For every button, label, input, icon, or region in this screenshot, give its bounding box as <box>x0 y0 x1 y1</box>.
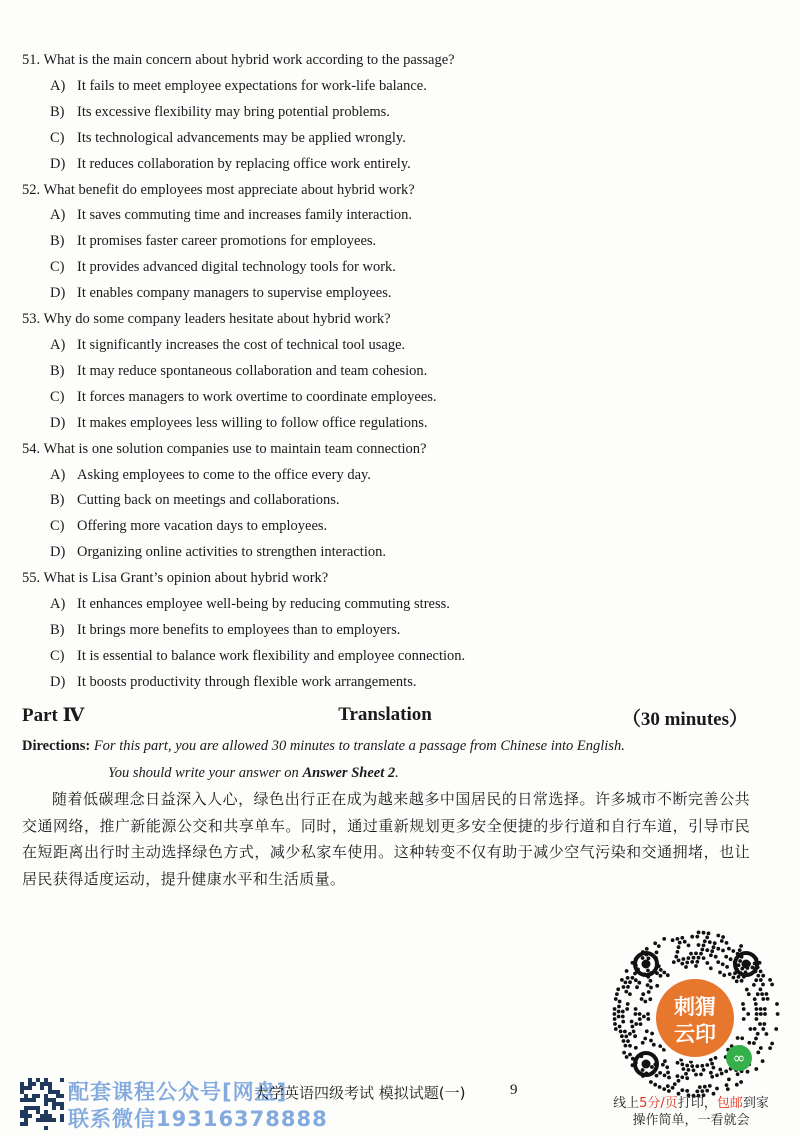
option-text: It may reduce spontaneous collaboration and team cohesion. <box>77 362 428 379</box>
option-text: It enables company managers to supervise employees. <box>77 285 392 302</box>
answer-option <box>50 281 762 307</box>
option-text: Its excessive flexibility may bring potential problems. <box>77 103 390 120</box>
option-text: Cutting back on meetings and collaborations. <box>77 492 340 509</box>
option-text: It forces managers to work overtime to coordinate employees. <box>77 388 437 405</box>
small-qr-code[interactable] <box>20 1078 64 1130</box>
directions <box>22 733 762 787</box>
option-text: It promises faster career promotions for employees. <box>77 233 377 250</box>
answer-option <box>50 229 762 255</box>
answer-option <box>50 618 762 644</box>
option-text: It boosts productivity through flexible work arrangements. <box>77 673 417 690</box>
answer-option <box>50 488 762 514</box>
directions-line1: For this part, you are allowed 30 minutes to translate a passage from Chinese into English. <box>93 738 625 754</box>
answer-option <box>50 592 762 618</box>
answer-option <box>50 333 762 359</box>
option-letter: D) <box>50 544 66 561</box>
option-letter: A) <box>50 207 66 224</box>
option-letter: A) <box>50 466 66 483</box>
option-letter: D) <box>50 155 66 172</box>
option-text: It significantly increases the cost of technical tool usage. <box>77 336 406 353</box>
answer-option <box>50 255 762 281</box>
part-label: Part Ⅳ <box>22 705 85 726</box>
question-number: 53. <box>22 311 41 328</box>
directions-line2 <box>22 760 762 787</box>
option-text: It provides advanced digital technology tools for work. <box>77 259 396 276</box>
option-text: It brings more benefits to employees than to employers. <box>77 621 401 638</box>
answer-option <box>50 411 762 437</box>
option-letter: B) <box>50 492 65 509</box>
question-stem <box>22 566 762 592</box>
answer-option <box>50 359 762 385</box>
answer-sheet-ref: Answer Sheet 2 <box>302 765 396 781</box>
option-text: It enhances employee well-being by reducing commuting stress. <box>77 596 450 613</box>
page-footer <box>20 1076 620 1132</box>
question-number: 51. <box>22 52 41 68</box>
option-letter: A) <box>50 596 66 613</box>
option-text: It is essential to balance work flexibility and employee connection. <box>77 647 466 664</box>
question-stem <box>22 48 762 74</box>
option-letter: C) <box>50 518 65 535</box>
promo-line1-a: 线上 <box>613 1096 640 1111</box>
option-letter: B) <box>50 103 65 120</box>
directions-line2-prefix: You should write your answer on <box>108 765 303 781</box>
logo-line2: 云印 <box>674 1022 716 1046</box>
question-text: What is the main concern about hybrid work according to the passage? <box>43 52 455 68</box>
option-letter: D) <box>50 414 66 431</box>
part-header <box>22 704 748 730</box>
option-letter: C) <box>50 129 65 146</box>
question-text: What is Lisa Grant’s opinion about hybrid work? <box>43 570 329 587</box>
part-title: Translation <box>338 704 432 725</box>
option-letter: B) <box>50 362 65 379</box>
answer-option <box>50 670 762 696</box>
print-service-logo <box>652 975 738 1061</box>
question-number: 55. <box>22 570 41 587</box>
option-letter: B) <box>50 621 65 638</box>
option-text: Asking employees to come to the office every day. <box>77 466 371 483</box>
answer-option <box>50 385 762 411</box>
answer-option <box>50 540 762 566</box>
answer-option <box>50 74 762 100</box>
watermark-line1: 配套课程公众号[网盘] <box>68 1080 288 1104</box>
question-number: 52. <box>22 181 41 198</box>
mini-program-icon: ∞ <box>726 1045 752 1071</box>
option-letter: B) <box>50 233 65 250</box>
question-stem <box>22 178 762 204</box>
promo-free-shipping: 包邮 <box>716 1096 743 1111</box>
option-text: It reduces collaboration by replacing office work entirely. <box>77 155 411 172</box>
part-time: （30 minutes） <box>621 709 748 730</box>
option-letter: D) <box>50 673 66 690</box>
promo-price: 5分/页 <box>639 1096 678 1111</box>
option-letter: A) <box>50 336 66 353</box>
directions-line2-suffix: . <box>395 765 399 781</box>
option-letter: C) <box>50 259 65 276</box>
option-letter: C) <box>50 647 65 664</box>
question-stem <box>22 307 762 333</box>
promo-line1-c: 到家 <box>742 1096 769 1111</box>
question-text: What is one solution companies use to maintain team connection? <box>43 440 427 457</box>
logo-line1: 刺猬 <box>674 995 716 1019</box>
question-text: Why do some company leaders hesitate about hybrid work? <box>43 311 391 328</box>
question-text: What benefit do employees most appreciate about hybrid work? <box>43 181 415 198</box>
option-letter: A) <box>50 77 66 94</box>
answer-option <box>50 514 762 540</box>
question-list <box>22 48 762 696</box>
promo-line2: 操作简单，一看就会 <box>632 1113 750 1128</box>
answer-option <box>50 463 762 489</box>
watermark-line2: 联系微信19316378888 <box>68 1107 328 1131</box>
answer-option <box>50 100 762 126</box>
question-number: 54. <box>22 440 41 457</box>
answer-option <box>50 203 762 229</box>
answer-option <box>50 644 762 670</box>
directions-label: Directions: <box>22 738 91 754</box>
option-text: It makes employees less willing to follow office regulations. <box>77 414 428 431</box>
option-text: Its technological advancements may be applied wrongly. <box>77 129 406 146</box>
option-letter: D) <box>50 285 66 302</box>
option-text: It saves commuting time and increases family interaction. <box>77 207 413 224</box>
question-stem <box>22 437 762 463</box>
answer-option <box>50 152 762 178</box>
answer-option <box>50 126 762 152</box>
footer-title: 大学英语四级考试 模拟试题(一) <box>254 1084 466 1102</box>
option-text: Organizing online activities to strengthen interaction. <box>77 544 386 561</box>
page-number: 9 <box>510 1082 518 1098</box>
option-letter: C) <box>50 388 65 405</box>
option-text: It fails to meet employee expectations for work-life balance. <box>77 77 427 94</box>
translation-passage: 随着低碳理念日益深入人心，绿色出行正在成为越来越多中国居民的日常选择。许多城市不断完善公共交通网络，推广新能源公交和共享单车。同时，通过重新规划更多安全便捷的步行道和自行车道，引导市民在短距离出行时主动选择绿色方式，减少私家车使用。这种转变不仅有助于减少空气污染和交通拥堵，也让居民获得适度运动，提升健康水平和生活质量。 <box>22 790 750 888</box>
promo-line1-b: 打印， <box>677 1096 717 1111</box>
option-text: Offering more vacation days to employees. <box>77 518 328 535</box>
